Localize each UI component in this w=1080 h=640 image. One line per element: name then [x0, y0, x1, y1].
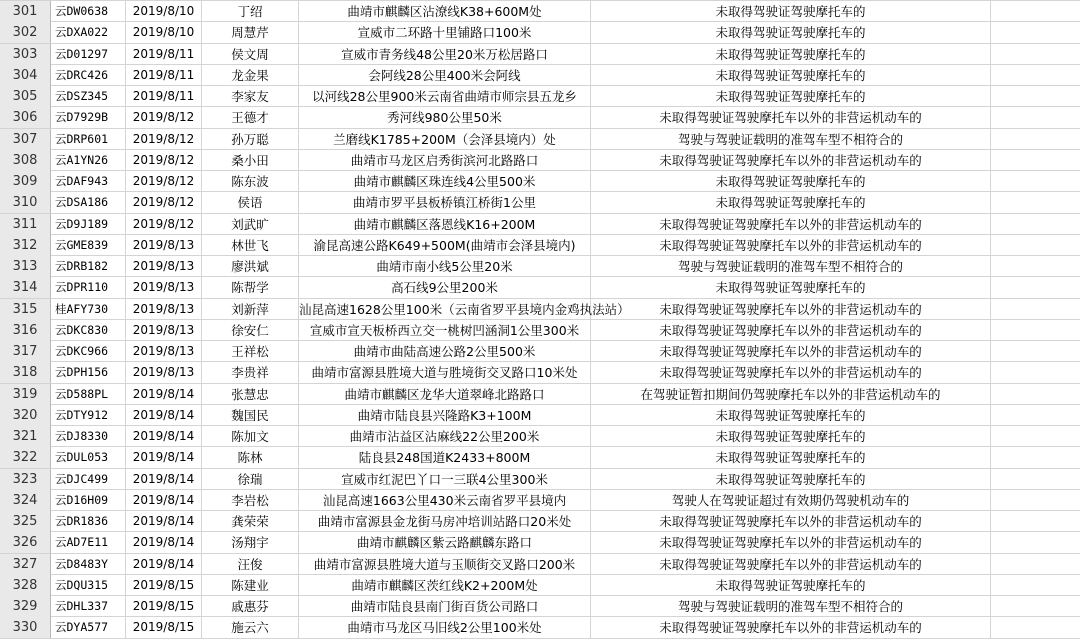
violation-cell[interactable]: 未取得驾驶证驾驶摩托车以外的非营运机动车的	[591, 320, 991, 341]
row-header[interactable]: 316	[0, 320, 51, 341]
row-header[interactable]: 328	[0, 575, 51, 596]
plate-cell[interactable]: 云DKC830	[51, 320, 126, 341]
date-cell[interactable]: 2019/8/15	[126, 596, 202, 617]
plate-cell[interactable]: 云DRB182	[51, 256, 126, 277]
name-cell[interactable]: 汪俊	[202, 554, 299, 575]
location-cell[interactable]: 高石线9公里200米	[299, 277, 591, 298]
row-header[interactable]: 322	[0, 447, 51, 468]
empty-cell[interactable]	[991, 617, 1080, 638]
empty-cell[interactable]	[991, 192, 1080, 213]
date-cell[interactable]: 2019/8/15	[126, 575, 202, 596]
table-row	[0, 617, 1080, 638]
location-cell[interactable]: 曲靖市麒麟区紫云路麒麟东路口	[299, 532, 591, 553]
location-cell[interactable]: 宣威市二环路十里铺路口100米	[299, 22, 591, 43]
table-row	[0, 86, 1080, 107]
empty-cell[interactable]	[991, 511, 1080, 532]
name-cell[interactable]: 侯文周	[202, 44, 299, 65]
table-row	[0, 575, 1080, 596]
table-row	[0, 235, 1080, 256]
empty-cell[interactable]	[991, 362, 1080, 383]
table-row	[0, 150, 1080, 171]
date-cell[interactable]: 2019/8/14	[126, 490, 202, 511]
table-row	[0, 405, 1080, 426]
plate-cell[interactable]: 云AD7E11	[51, 532, 126, 553]
empty-cell[interactable]	[991, 320, 1080, 341]
date-cell[interactable]: 2019/8/13	[126, 341, 202, 362]
empty-cell[interactable]	[991, 44, 1080, 65]
date-cell[interactable]: 2019/8/14	[126, 469, 202, 490]
location-cell[interactable]: 曲靖市麒麟区茨红线K2+200M处	[299, 575, 591, 596]
row-header[interactable]: 321	[0, 426, 51, 447]
table-row	[0, 362, 1080, 383]
table-row	[0, 554, 1080, 575]
table-row	[0, 44, 1080, 65]
location-cell[interactable]: 曲靖市南小线5公里20米	[299, 256, 591, 277]
date-cell[interactable]: 2019/8/14	[126, 554, 202, 575]
plate-cell[interactable]: 云DXA022	[51, 22, 126, 43]
empty-cell[interactable]	[991, 575, 1080, 596]
empty-cell[interactable]	[991, 65, 1080, 86]
name-cell[interactable]: 陈林	[202, 447, 299, 468]
row-header[interactable]: 313	[0, 256, 51, 277]
row-header[interactable]: 319	[0, 384, 51, 405]
row-header[interactable]: 317	[0, 341, 51, 362]
location-cell[interactable]: 曲靖市富源县胜境大道与玉顺街交叉路口200米	[299, 554, 591, 575]
row-header[interactable]: 303	[0, 44, 51, 65]
plate-cell[interactable]: 云D16H09	[51, 490, 126, 511]
empty-cell[interactable]	[991, 426, 1080, 447]
date-cell[interactable]: 2019/8/14	[126, 384, 202, 405]
name-cell[interactable]: 林世飞	[202, 235, 299, 256]
name-cell[interactable]: 徐瑞	[202, 469, 299, 490]
plate-cell[interactable]: 云DPR110	[51, 277, 126, 298]
violation-cell[interactable]: 未取得驾驶证驾驶摩托车的	[591, 1, 991, 22]
violation-cell[interactable]: 未取得驾驶证驾驶摩托车的	[591, 171, 991, 192]
date-cell[interactable]: 2019/8/12	[126, 150, 202, 171]
violation-cell[interactable]: 未取得驾驶证驾驶摩托车的	[591, 192, 991, 213]
location-cell[interactable]: 秀河线980公里50米	[299, 107, 591, 128]
date-cell[interactable]: 2019/8/14	[126, 447, 202, 468]
name-cell[interactable]: 陈建业	[202, 575, 299, 596]
date-cell[interactable]: 2019/8/13	[126, 362, 202, 383]
date-cell[interactable]: 2019/8/10	[126, 1, 202, 22]
date-cell[interactable]: 2019/8/13	[126, 299, 202, 320]
name-cell[interactable]: 王德才	[202, 107, 299, 128]
plate-cell[interactable]: 云D7929B	[51, 107, 126, 128]
violation-cell[interactable]: 未取得驾驶证驾驶摩托车以外的非营运机动车的	[591, 532, 991, 553]
row-header[interactable]: 324	[0, 490, 51, 511]
location-cell[interactable]: 曲靖市麒麟区沾潦线K38+600M处	[299, 1, 591, 22]
violation-cell[interactable]: 未取得驾驶证驾驶摩托车以外的非营运机动车的	[591, 107, 991, 128]
violation-cell[interactable]: 未取得驾驶证驾驶摩托车的	[591, 44, 991, 65]
empty-cell[interactable]	[991, 469, 1080, 490]
table-row	[0, 65, 1080, 86]
plate-cell[interactable]: 云D01297	[51, 44, 126, 65]
table-row	[0, 256, 1080, 277]
violation-cell[interactable]: 驾驶与驾驶证载明的准驾车型不相符合的	[591, 596, 991, 617]
name-cell[interactable]: 周慧芹	[202, 22, 299, 43]
empty-cell[interactable]	[991, 129, 1080, 150]
location-cell[interactable]: 曲靖市沾益区沾麻线22公里200米	[299, 426, 591, 447]
violation-cell[interactable]: 未取得驾驶证驾驶摩托车的	[591, 277, 991, 298]
date-cell[interactable]: 2019/8/11	[126, 65, 202, 86]
plate-cell[interactable]: 云A1YN26	[51, 150, 126, 171]
row-header[interactable]: 311	[0, 214, 51, 235]
name-cell[interactable]: 李贵祥	[202, 362, 299, 383]
table-row	[0, 341, 1080, 362]
empty-cell[interactable]	[991, 86, 1080, 107]
table-row	[0, 320, 1080, 341]
empty-cell[interactable]	[991, 107, 1080, 128]
location-cell[interactable]: 以河线28公里900米云南省曲靖市师宗县五龙乡	[299, 86, 591, 107]
row-header[interactable]: 315	[0, 299, 51, 320]
location-cell[interactable]: 陆良县248国道K2433+800M	[299, 447, 591, 468]
plate-cell[interactable]: 桂AFY730	[51, 299, 126, 320]
empty-cell[interactable]	[991, 490, 1080, 511]
table-row	[0, 490, 1080, 511]
plate-cell[interactable]: 云DJ8330	[51, 426, 126, 447]
violation-cell[interactable]: 未取得驾驶证驾驶摩托车以外的非营运机动车的	[591, 341, 991, 362]
name-cell[interactable]: 龚荣荣	[202, 511, 299, 532]
plate-cell[interactable]: 云DSA186	[51, 192, 126, 213]
location-cell[interactable]: 曲靖市陆良县兴隆路K3+100M	[299, 405, 591, 426]
plate-cell[interactable]: 云D9J189	[51, 214, 126, 235]
row-header[interactable]: 329	[0, 596, 51, 617]
table-row	[0, 22, 1080, 43]
plate-cell[interactable]: 云DW0638	[51, 1, 126, 22]
plate-cell[interactable]: 云D8483Y	[51, 554, 126, 575]
date-cell[interactable]: 2019/8/13	[126, 235, 202, 256]
name-cell[interactable]: 桑小田	[202, 150, 299, 171]
table-row	[0, 532, 1080, 553]
empty-cell[interactable]	[991, 447, 1080, 468]
table-row	[0, 171, 1080, 192]
plate-cell[interactable]: 云DHL337	[51, 596, 126, 617]
row-header[interactable]: 325	[0, 511, 51, 532]
plate-cell[interactable]: 云D588PL	[51, 384, 126, 405]
empty-cell[interactable]	[991, 256, 1080, 277]
location-cell[interactable]: 曲靖市罗平县板桥镇江桥街1公里	[299, 192, 591, 213]
date-cell[interactable]: 2019/8/14	[126, 511, 202, 532]
violation-cell[interactable]: 未取得驾驶证驾驶摩托车以外的非营运机动车的	[591, 554, 991, 575]
plate-cell[interactable]: 云DQU315	[51, 575, 126, 596]
empty-cell[interactable]	[991, 554, 1080, 575]
violation-cell[interactable]: 驾驶人在驾驶证超过有效期仍驾驶机动车的	[591, 490, 991, 511]
date-cell[interactable]: 2019/8/13	[126, 320, 202, 341]
name-cell[interactable]: 廖洪斌	[202, 256, 299, 277]
empty-cell[interactable]	[991, 1, 1080, 22]
violation-cell[interactable]: 未取得驾驶证驾驶摩托车的	[591, 22, 991, 43]
location-cell[interactable]: 宣威市宣天板桥西立交一桃树凹涵洞1公里300米	[299, 320, 591, 341]
location-cell[interactable]: 汕昆高速1628公里100米（云南省罗平县境内金鸡执法站）	[299, 299, 591, 320]
date-cell[interactable]: 2019/8/10	[126, 22, 202, 43]
name-cell[interactable]: 丁绍	[202, 1, 299, 22]
table-row	[0, 107, 1080, 128]
violation-cell[interactable]: 未取得驾驶证驾驶摩托车的	[591, 65, 991, 86]
name-cell[interactable]: 陈加文	[202, 426, 299, 447]
row-header[interactable]: 327	[0, 554, 51, 575]
plate-cell[interactable]: 云DRC426	[51, 65, 126, 86]
row-header[interactable]: 323	[0, 469, 51, 490]
violation-cell[interactable]: 驾驶与驾驶证载明的准驾车型不相符合的	[591, 256, 991, 277]
name-cell[interactable]: 龙金果	[202, 65, 299, 86]
empty-cell[interactable]	[991, 341, 1080, 362]
plate-cell[interactable]: 云DPH156	[51, 362, 126, 383]
plate-cell[interactable]: 云DUL053	[51, 447, 126, 468]
location-cell[interactable]: 曲靖市麒麟区落恩线K16+200M	[299, 214, 591, 235]
plate-cell[interactable]: 云DTY912	[51, 405, 126, 426]
violation-cell[interactable]: 未取得驾驶证驾驶摩托车以外的非营运机动车的	[591, 511, 991, 532]
row-header[interactable]: 302	[0, 22, 51, 43]
date-cell[interactable]: 2019/8/12	[126, 192, 202, 213]
location-cell[interactable]: 曲靖市曲陆高速公路2公里500米	[299, 341, 591, 362]
violation-cell[interactable]: 未取得驾驶证驾驶摩托车的	[591, 405, 991, 426]
table-row	[0, 596, 1080, 617]
date-cell[interactable]: 2019/8/11	[126, 44, 202, 65]
table-row	[0, 277, 1080, 298]
empty-cell[interactable]	[991, 277, 1080, 298]
empty-cell[interactable]	[991, 596, 1080, 617]
row-header[interactable]: 320	[0, 405, 51, 426]
location-cell[interactable]: 曲靖市麒麟区龙华大道翠峰北路路口	[299, 384, 591, 405]
name-cell[interactable]: 张慧忠	[202, 384, 299, 405]
date-cell[interactable]: 2019/8/12	[126, 129, 202, 150]
row-header[interactable]: 306	[0, 107, 51, 128]
table-row	[0, 447, 1080, 468]
violation-cell[interactable]: 在驾驶证暂扣期间仍驾驶摩托车以外的非营运机动车的	[591, 384, 991, 405]
row-header[interactable]: 318	[0, 362, 51, 383]
plate-cell[interactable]: 云DR1836	[51, 511, 126, 532]
violation-cell[interactable]: 未取得驾驶证驾驶摩托车以外的非营运机动车的	[591, 617, 991, 638]
location-cell[interactable]: 曲靖市富源县金龙街马房冲培训站路口20米处	[299, 511, 591, 532]
name-cell[interactable]: 李家友	[202, 86, 299, 107]
date-cell[interactable]: 2019/8/11	[126, 86, 202, 107]
name-cell[interactable]: 戚惠芬	[202, 596, 299, 617]
plate-cell[interactable]: 云DSZ345	[51, 86, 126, 107]
violation-cell[interactable]: 未取得驾驶证驾驶摩托车的	[591, 447, 991, 468]
table-row	[0, 384, 1080, 405]
table-row	[0, 214, 1080, 235]
violation-cell[interactable]: 未取得驾驶证驾驶摩托车以外的非营运机动车的	[591, 150, 991, 171]
location-cell[interactable]: 曲靖市富源县胜境大道与胜境街交叉路口10米处	[299, 362, 591, 383]
row-header[interactable]: 326	[0, 532, 51, 553]
name-cell[interactable]: 施云六	[202, 617, 299, 638]
plate-cell[interactable]: 云DYA577	[51, 617, 126, 638]
location-cell[interactable]: 宣威市红泥巴丫口一三联4公里300米	[299, 469, 591, 490]
row-header[interactable]: 301	[0, 1, 51, 22]
plate-cell[interactable]: 云DAF943	[51, 171, 126, 192]
date-cell[interactable]: 2019/8/12	[126, 171, 202, 192]
empty-cell[interactable]	[991, 171, 1080, 192]
date-cell[interactable]: 2019/8/15	[126, 617, 202, 638]
plate-cell[interactable]: 云DJC499	[51, 469, 126, 490]
name-cell[interactable]: 侯语	[202, 192, 299, 213]
location-cell[interactable]: 会阿线28公里400米会阿线	[299, 65, 591, 86]
name-cell[interactable]: 徐安仁	[202, 320, 299, 341]
row-header[interactable]: 304	[0, 65, 51, 86]
name-cell[interactable]: 陈东波	[202, 171, 299, 192]
row-header[interactable]: 308	[0, 150, 51, 171]
name-cell[interactable]: 李岩松	[202, 490, 299, 511]
table-row	[0, 511, 1080, 532]
empty-cell[interactable]	[991, 384, 1080, 405]
name-cell[interactable]: 陈帮学	[202, 277, 299, 298]
name-cell[interactable]: 王祥松	[202, 341, 299, 362]
table-row	[0, 1, 1080, 22]
violation-cell[interactable]: 未取得驾驶证驾驶摩托车以外的非营运机动车的	[591, 299, 991, 320]
name-cell[interactable]: 刘新萍	[202, 299, 299, 320]
date-cell[interactable]: 2019/8/13	[126, 277, 202, 298]
location-cell[interactable]: 曲靖市麒麟区珠连线4公里500米	[299, 171, 591, 192]
violation-cell[interactable]: 未取得驾驶证驾驶摩托车以外的非营运机动车的	[591, 362, 991, 383]
table-row	[0, 426, 1080, 447]
row-header[interactable]: 314	[0, 277, 51, 298]
name-cell[interactable]: 魏国民	[202, 405, 299, 426]
empty-cell[interactable]	[991, 405, 1080, 426]
name-cell[interactable]: 孙万聪	[202, 129, 299, 150]
violation-cell[interactable]: 未取得驾驶证驾驶摩托车的	[591, 469, 991, 490]
empty-cell[interactable]	[991, 299, 1080, 320]
location-cell[interactable]: 渝昆高速公路K649+500M(曲靖市会泽县境内)	[299, 235, 591, 256]
row-header[interactable]: 330	[0, 617, 51, 638]
plate-cell[interactable]: 云DKC966	[51, 341, 126, 362]
violation-cell[interactable]: 未取得驾驶证驾驶摩托车的	[591, 575, 991, 596]
location-cell[interactable]: 曲靖市马龙区马旧线2公里100米处	[299, 617, 591, 638]
plate-cell[interactable]: 云GME839	[51, 235, 126, 256]
location-cell[interactable]: 汕昆高速1663公里430米云南省罗平县境内	[299, 490, 591, 511]
empty-cell[interactable]	[991, 214, 1080, 235]
violation-cell[interactable]: 驾驶与驾驶证载明的准驾车型不相符合的	[591, 129, 991, 150]
date-cell[interactable]: 2019/8/14	[126, 532, 202, 553]
location-cell[interactable]: 曲靖市陆良县南门街百货公司路口	[299, 596, 591, 617]
date-cell[interactable]: 2019/8/13	[126, 256, 202, 277]
empty-cell[interactable]	[991, 150, 1080, 171]
violation-cell[interactable]: 未取得驾驶证驾驶摩托车以外的非营运机动车的	[591, 235, 991, 256]
row-header[interactable]: 307	[0, 129, 51, 150]
date-cell[interactable]: 2019/8/12	[126, 107, 202, 128]
table-row	[0, 469, 1080, 490]
table-row	[0, 192, 1080, 213]
location-cell[interactable]: 曲靖市马龙区启秀街滨河北路路口	[299, 150, 591, 171]
date-cell[interactable]: 2019/8/14	[126, 426, 202, 447]
violation-cell[interactable]: 未取得驾驶证驾驶摩托车的	[591, 426, 991, 447]
name-cell[interactable]: 汤翔宇	[202, 532, 299, 553]
empty-cell[interactable]	[991, 22, 1080, 43]
row-header[interactable]: 305	[0, 86, 51, 107]
violation-cell[interactable]: 未取得驾驶证驾驶摩托车以外的非营运机动车的	[591, 214, 991, 235]
table-row	[0, 299, 1080, 320]
empty-cell[interactable]	[991, 235, 1080, 256]
name-cell[interactable]: 刘武旷	[202, 214, 299, 235]
row-header[interactable]: 310	[0, 192, 51, 213]
date-cell[interactable]: 2019/8/14	[126, 405, 202, 426]
empty-cell[interactable]	[991, 532, 1080, 553]
plate-cell[interactable]: 云DRP601	[51, 129, 126, 150]
table-row	[0, 129, 1080, 150]
violation-cell[interactable]: 未取得驾驶证驾驶摩托车的	[591, 86, 991, 107]
date-cell[interactable]: 2019/8/12	[126, 214, 202, 235]
row-header[interactable]: 309	[0, 171, 51, 192]
row-header[interactable]: 312	[0, 235, 51, 256]
location-cell[interactable]: 宣威市青务线48公里20米万松居路口	[299, 44, 591, 65]
location-cell[interactable]: 兰磨线K1785+200M（会泽县境内）处	[299, 129, 591, 150]
